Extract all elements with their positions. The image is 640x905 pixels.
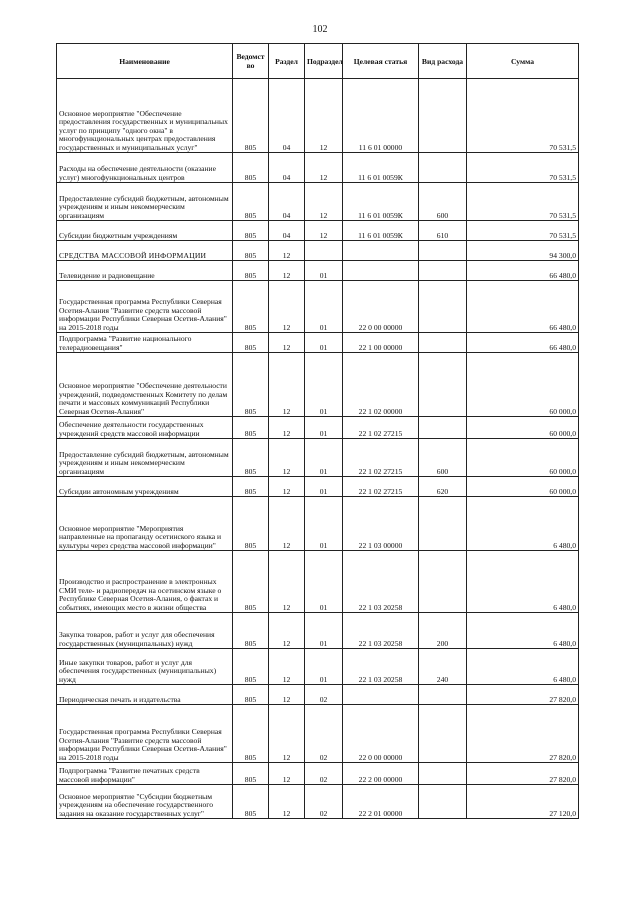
table-row	[57, 497, 579, 551]
cell-name: Предоставление субсидий бюджетным, автономным учреждениям и иным некоммерческим организациям	[57, 439, 233, 477]
cell-section: 12	[269, 333, 305, 353]
cell-ministry: 805	[233, 649, 269, 685]
table-row	[57, 551, 579, 613]
cell-type: 600	[419, 183, 467, 221]
cell-ministry: 805	[233, 79, 269, 153]
cell-name: Субсидии бюджетным учреждениям	[57, 221, 233, 241]
cell-subsection: 12	[305, 183, 343, 221]
cell-sum: 27 120,0	[467, 785, 579, 819]
table-row	[57, 79, 579, 153]
cell-target: 11 6 01 00000	[343, 79, 419, 153]
cell-sum: 60 000,0	[467, 477, 579, 497]
cell-target: 22 0 00 00000	[343, 281, 419, 333]
table-row	[57, 417, 579, 439]
cell-sum: 70 531,5	[467, 153, 579, 183]
cell-section: 12	[269, 613, 305, 649]
cell-target: 22 1 02 00000	[343, 353, 419, 417]
cell-ministry: 805	[233, 261, 269, 281]
cell-type	[419, 497, 467, 551]
cell-ministry: 805	[233, 551, 269, 613]
cell-target: 22 2 01 00000	[343, 785, 419, 819]
cell-target: 11 6 01 0059К	[343, 221, 419, 241]
cell-ministry: 805	[233, 333, 269, 353]
cell-name: Основное мероприятие "Обеспечение деятельности учреждений, подведомственных Комитету по делам печати и массовых коммуникаций Республики Северная Осетия-Алания"	[57, 353, 233, 417]
table-row	[57, 649, 579, 685]
cell-section: 12	[269, 551, 305, 613]
cell-target: 11 6 01 0059К	[343, 183, 419, 221]
cell-section: 12	[269, 281, 305, 333]
cell-subsection: 12	[305, 79, 343, 153]
cell-subsection: 01	[305, 497, 343, 551]
cell-sum: 6 480,0	[467, 613, 579, 649]
cell-name: Основное мероприятие "Субсидии бюджетным учреждениям на обеспечение государственного задания на оказание государственных услуг"	[57, 785, 233, 819]
cell-section: 12	[269, 241, 305, 261]
cell-name: Государственная программа Республики Северная Осетия-Алания "Развитие средств массовой информации Республики Северная Осетия-Алания" на 2015-2018 годы	[57, 281, 233, 333]
cell-target: 22 2 00 00000	[343, 763, 419, 785]
cell-section: 12	[269, 439, 305, 477]
cell-sum: 27 820,0	[467, 685, 579, 705]
cell-sum: 70 531,5	[467, 221, 579, 241]
header-target: Целевая статья	[343, 44, 419, 79]
cell-target: 22 0 00 00000	[343, 705, 419, 763]
cell-subsection: 01	[305, 333, 343, 353]
cell-section: 04	[269, 153, 305, 183]
cell-type: 620	[419, 477, 467, 497]
cell-type	[419, 417, 467, 439]
cell-name: Подпрограмма "Развитие национального телерадиовещания"	[57, 333, 233, 353]
page-number: 102	[312, 24, 328, 35]
cell-sum: 6 480,0	[467, 551, 579, 613]
table-row	[57, 763, 579, 785]
cell-sum: 66 480,0	[467, 281, 579, 333]
cell-type: 610	[419, 221, 467, 241]
cell-section: 12	[269, 649, 305, 685]
cell-type	[419, 353, 467, 417]
cell-sum: 70 531,5	[467, 79, 579, 153]
cell-subsection: 01	[305, 417, 343, 439]
cell-name: Закупка товаров, работ и услуг для обеспечения государственных (муниципальных) нужд	[57, 613, 233, 649]
cell-section: 12	[269, 417, 305, 439]
cell-section: 12	[269, 497, 305, 551]
cell-section: 12	[269, 353, 305, 417]
cell-section: 12	[269, 785, 305, 819]
cell-name: Предоставление субсидий бюджетным, автономным учреждениям и иным некоммерческим организациям	[57, 183, 233, 221]
cell-section: 04	[269, 221, 305, 241]
cell-subsection: 02	[305, 685, 343, 705]
cell-subsection: 12	[305, 153, 343, 183]
cell-type	[419, 281, 467, 333]
cell-type	[419, 153, 467, 183]
table-row	[57, 183, 579, 221]
cell-subsection: 02	[305, 705, 343, 763]
header-type: Вид расхода	[419, 44, 467, 79]
cell-type	[419, 333, 467, 353]
header-name: Наименование	[57, 44, 233, 79]
cell-target: 22 1 03 20258	[343, 649, 419, 685]
cell-name: Государственная программа Республики Северная Осетия-Алания "Развитие средств массовой информации Республики Северная Осетия-Алания" на 2015-2018 годы	[57, 705, 233, 763]
cell-subsection: 01	[305, 477, 343, 497]
table-row	[57, 241, 579, 261]
cell-subsection: 01	[305, 613, 343, 649]
cell-section: 12	[269, 705, 305, 763]
cell-target: 22 1 03 20258	[343, 551, 419, 613]
cell-name: Периодическая печать и издательства	[57, 685, 233, 705]
cell-section: 12	[269, 685, 305, 705]
table-row	[57, 153, 579, 183]
header-row	[57, 44, 579, 79]
cell-target: 22 1 02 27215	[343, 439, 419, 477]
cell-name: Обеспечение деятельности государственных учреждений средств массовой информации	[57, 417, 233, 439]
cell-subsection: 02	[305, 763, 343, 785]
table-row	[57, 221, 579, 241]
cell-type	[419, 551, 467, 613]
header-subsection: Подраздел	[305, 44, 343, 79]
cell-name: Основное мероприятие "Мероприятия направленные на пропаганду осетинского языка и культуры через средства массовой информации"	[57, 497, 233, 551]
cell-sum: 70 531,5	[467, 183, 579, 221]
cell-type: 200	[419, 613, 467, 649]
cell-type	[419, 785, 467, 819]
table-row	[57, 353, 579, 417]
cell-target	[343, 261, 419, 281]
cell-subsection	[305, 241, 343, 261]
cell-subsection: 02	[305, 785, 343, 819]
cell-name: Иные закупки товаров, работ и услуг для обеспечения государственных (муниципальных) нужд	[57, 649, 233, 685]
cell-sum: 66 480,0	[467, 333, 579, 353]
cell-type	[419, 261, 467, 281]
cell-target: 22 1 00 00000	[343, 333, 419, 353]
cell-ministry: 805	[233, 183, 269, 221]
cell-name: Телевидение и радиовещание	[57, 261, 233, 281]
cell-name: Субсидии автономным учреждениям	[57, 477, 233, 497]
cell-target: 22 1 02 27215	[343, 477, 419, 497]
cell-type	[419, 705, 467, 763]
cell-type	[419, 763, 467, 785]
cell-ministry: 805	[233, 153, 269, 183]
cell-type	[419, 685, 467, 705]
cell-ministry: 805	[233, 685, 269, 705]
cell-ministry: 805	[233, 221, 269, 241]
cell-section: 12	[269, 261, 305, 281]
cell-subsection: 01	[305, 551, 343, 613]
cell-name: СРЕДСТВА МАССОВОЙ ИНФОРМАЦИИ	[57, 241, 233, 261]
table-row	[57, 333, 579, 353]
cell-type: 600	[419, 439, 467, 477]
cell-sum: 60 000,0	[467, 417, 579, 439]
table-row	[57, 477, 579, 497]
cell-section: 04	[269, 79, 305, 153]
cell-name: Расходы на обеспечение деятельности (оказание услуг) многофункциональных центров	[57, 153, 233, 183]
table-row	[57, 705, 579, 763]
cell-ministry: 805	[233, 353, 269, 417]
cell-sum: 60 000,0	[467, 353, 579, 417]
cell-target: 22 1 03 00000	[343, 497, 419, 551]
cell-sum: 27 820,0	[467, 705, 579, 763]
cell-section: 04	[269, 183, 305, 221]
cell-name: Основное мероприятие "Обеспечение предоставления государственных и муниципальных услуг по принципу "одного окна" в многофункциональных центрах предоставления государственных и муниципальных услуг"	[57, 79, 233, 153]
cell-target: 22 1 03 20258	[343, 613, 419, 649]
header-section: Раздел	[269, 44, 305, 79]
cell-subsection: 01	[305, 261, 343, 281]
cell-sum: 66 480,0	[467, 261, 579, 281]
table-row	[57, 785, 579, 819]
cell-subsection: 01	[305, 353, 343, 417]
budget-table	[56, 43, 579, 819]
cell-name: Подпрограмма "Развитие печатных средств массовой информации"	[57, 763, 233, 785]
cell-target: 11 6 01 0059К	[343, 153, 419, 183]
cell-section: 12	[269, 763, 305, 785]
cell-ministry: 805	[233, 763, 269, 785]
cell-ministry: 805	[233, 439, 269, 477]
cell-name: Производство и распространение в электронных СМИ теле- и радиопередач на осетинском языке о Республике Северная Осетия-Алания, о фактах и событиях, имеющих место в жизни общества	[57, 551, 233, 613]
cell-type	[419, 241, 467, 261]
cell-ministry: 805	[233, 497, 269, 551]
cell-ministry: 805	[233, 417, 269, 439]
cell-sum: 6 480,0	[467, 497, 579, 551]
cell-target: 22 1 02 27215	[343, 417, 419, 439]
cell-subsection: 12	[305, 221, 343, 241]
cell-target	[343, 685, 419, 705]
cell-subsection: 01	[305, 281, 343, 333]
cell-target	[343, 241, 419, 261]
cell-ministry: 805	[233, 281, 269, 333]
cell-subsection: 01	[305, 649, 343, 685]
cell-sum: 94 300,0	[467, 241, 579, 261]
cell-subsection: 01	[305, 439, 343, 477]
cell-type	[419, 79, 467, 153]
cell-type: 240	[419, 649, 467, 685]
table-row	[57, 261, 579, 281]
cell-ministry: 805	[233, 705, 269, 763]
cell-sum: 6 480,0	[467, 649, 579, 685]
table-row	[57, 439, 579, 477]
header-ministry: Ведомст во	[233, 44, 269, 79]
cell-sum: 60 000,0	[467, 439, 579, 477]
table-row	[57, 281, 579, 333]
cell-ministry: 805	[233, 241, 269, 261]
cell-ministry: 805	[233, 785, 269, 819]
table-body	[57, 79, 579, 819]
header-sum: Сумма	[467, 44, 579, 79]
cell-ministry: 805	[233, 477, 269, 497]
cell-ministry: 805	[233, 613, 269, 649]
table-row	[57, 685, 579, 705]
cell-sum: 27 820,0	[467, 763, 579, 785]
table-row	[57, 613, 579, 649]
cell-section: 12	[269, 477, 305, 497]
